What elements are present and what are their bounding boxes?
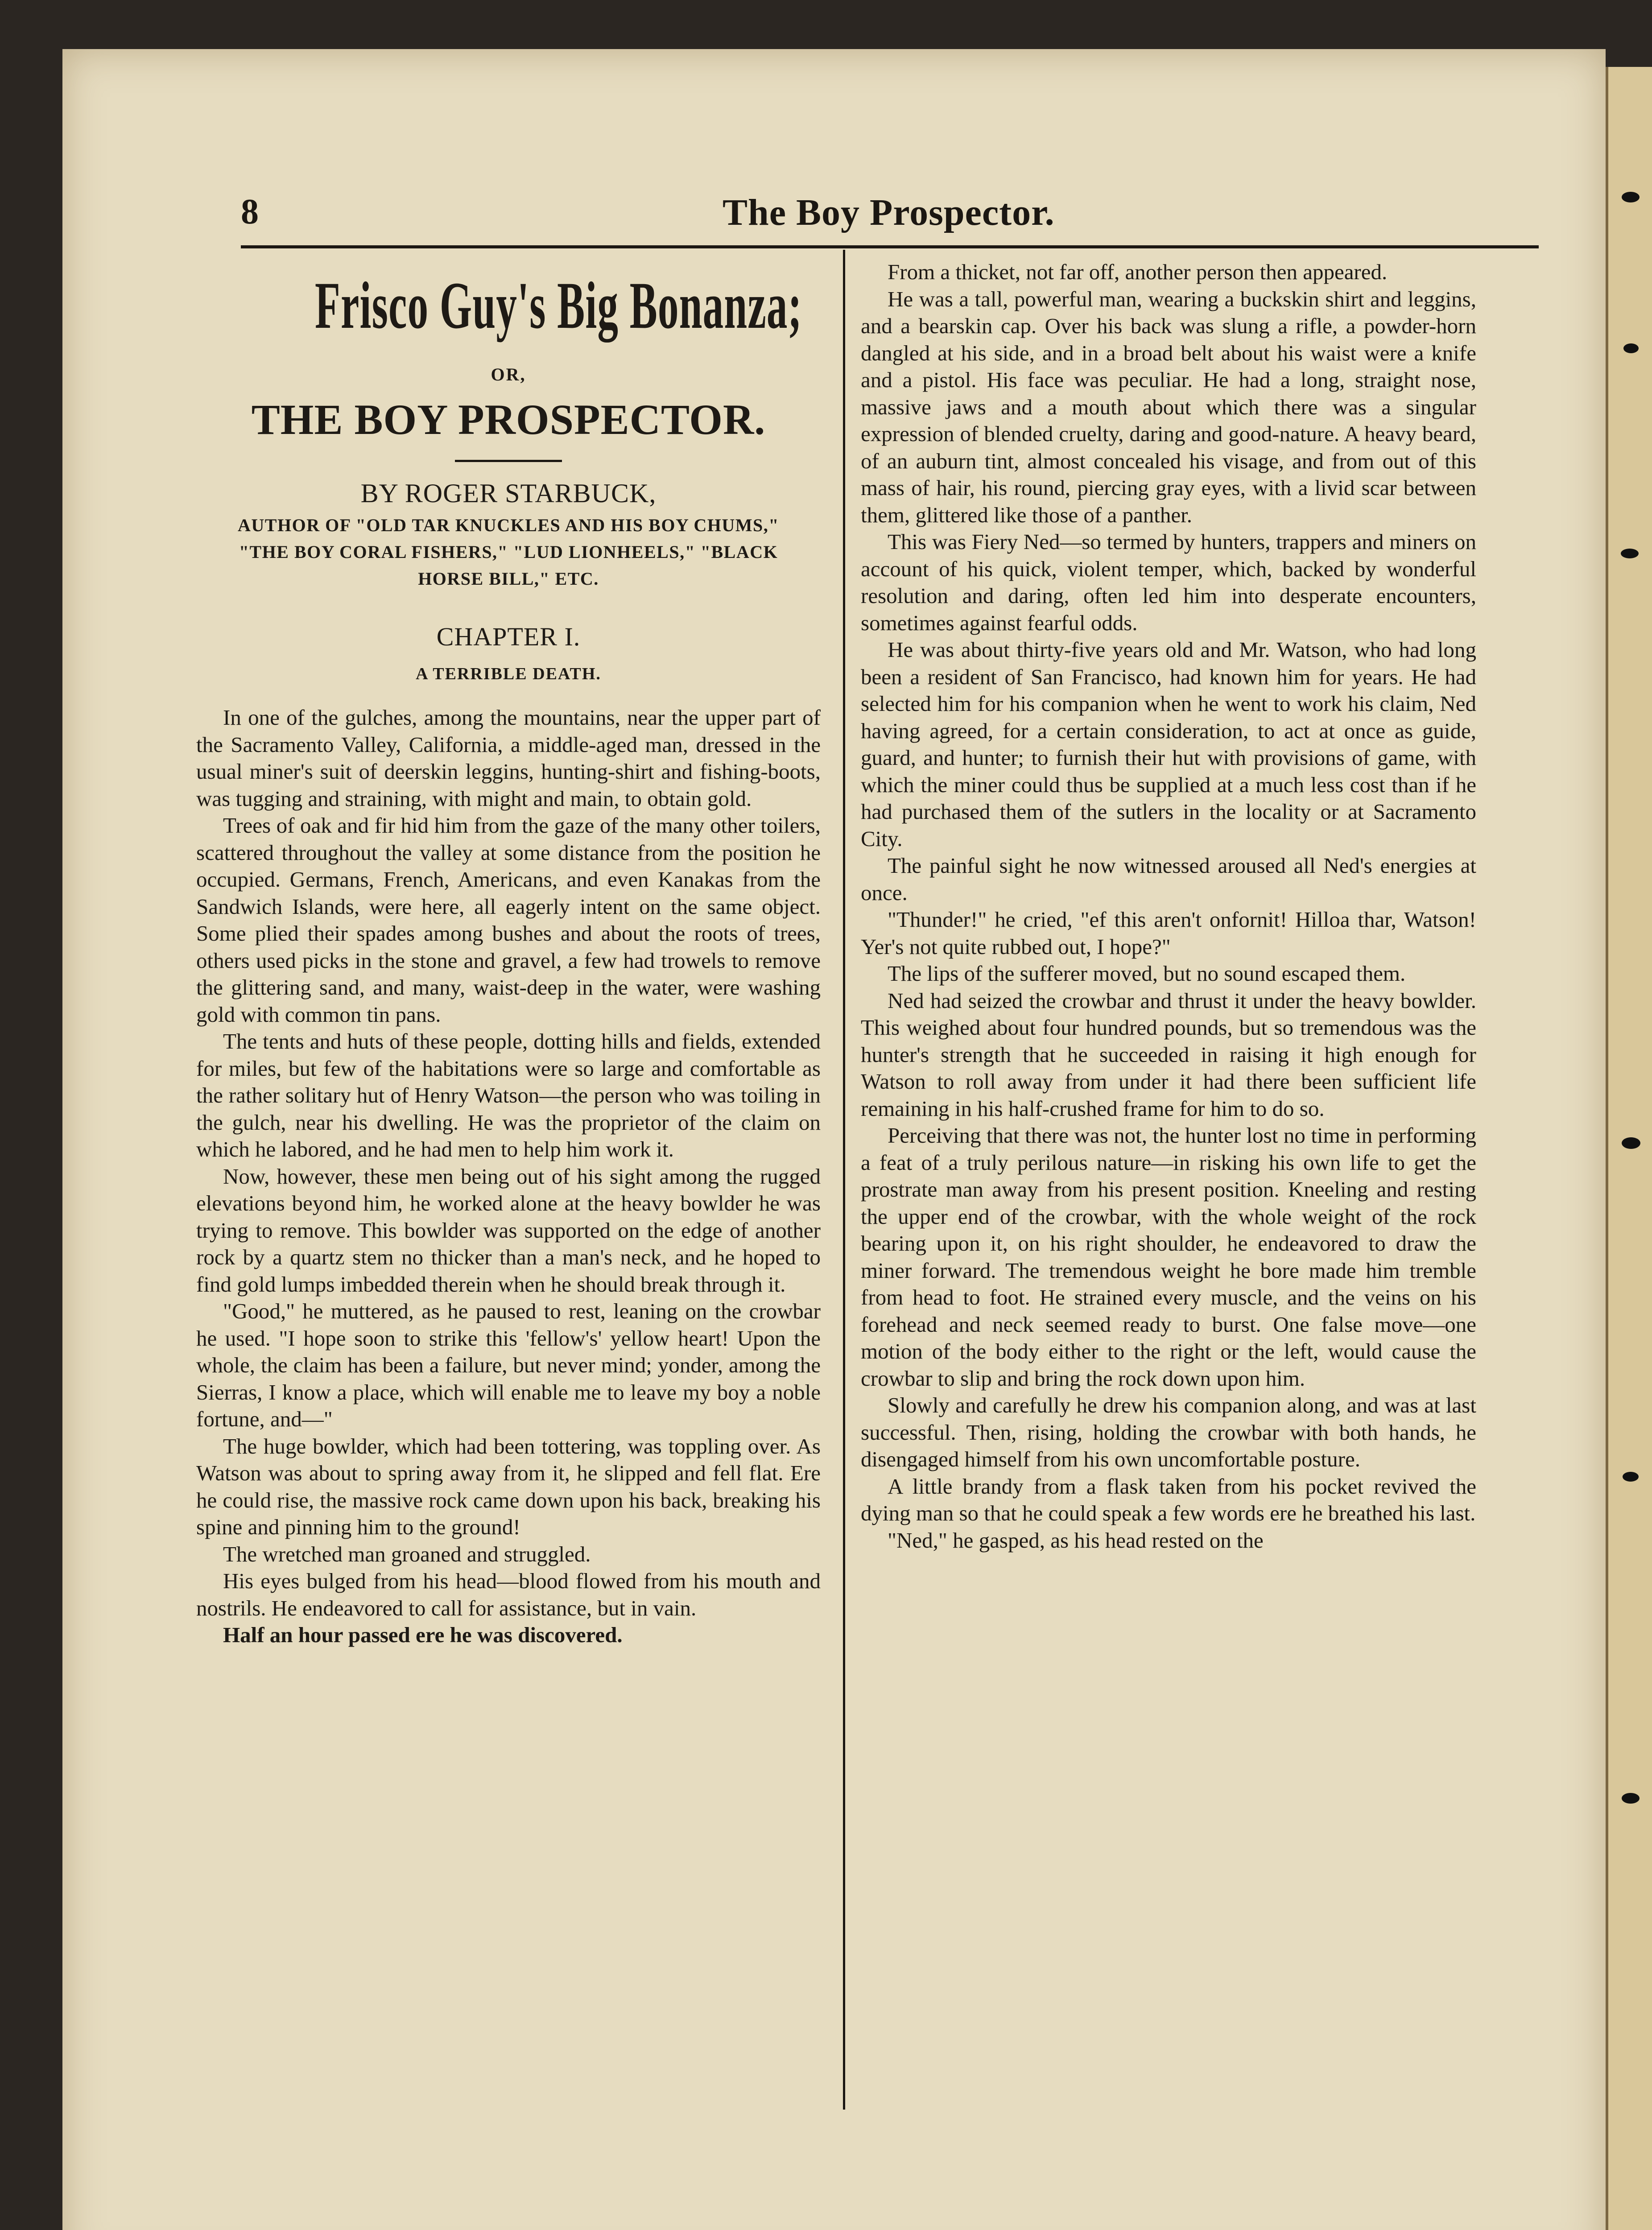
paragraph: Slowly and carefully he drew his companion along, and was at last successful. Then, rising, holding the crowbar with both hands, he disengaged himself from his own uncomfortable posture.	[861, 1393, 1476, 1471]
paragraph: "Thunder!" he cried, "ef this aren't onfornit! Hilloa thar, Watson! Yer's not quite rubbed out, I hope?"	[861, 907, 1476, 959]
paragraph: Trees of oak and fir hid him from the gaze of the many other toilers, scattered throughout the valley at some distance from the position he occupied. Germans, French, Americans, and even Kanakas from the Sandwich Islands, were here, all eagerly intent on the same object. Some plied their spades among bushes and about the roots of trees, others used picks in the stone and gravel, a few had trowels to remove the glittering sand, and many, waist-deep in the water, were washing gold with common tin pans.	[196, 813, 821, 1027]
binding-hole	[1622, 1793, 1640, 1804]
chapter-title: A TERRIBLE DEATH.	[416, 664, 601, 683]
story-subtitle: THE BOY PROSPECTOR.	[251, 395, 766, 443]
paragraph: From a thicket, not far off, another person then appeared.	[888, 260, 1388, 284]
page-number: 8	[241, 192, 259, 231]
binding-hole	[1622, 192, 1640, 202]
title-rule	[455, 460, 562, 462]
author-credits: AUTHOR OF "OLD TAR KNUCKLES AND HIS BOY CHUMS," "THE BOY CORAL FISHERS," "LUD LIONHEELS," "BLACK HORSE BILL," ETC.	[238, 515, 779, 589]
paragraph: The wretched man groaned and struggled.	[223, 1541, 591, 1566]
title-or: OR,	[491, 364, 526, 384]
paragraph: The painful sight he now witnessed aroused all Ned's energies at once.	[861, 853, 1476, 905]
binding-hole	[1622, 1137, 1640, 1149]
paragraph: He was a tall, powerful man, wearing a buckskin shirt and leggins, and a bearskin cap. Over his back was slung a rifle, a powder-horn dangled at his side, and in a broad belt about his waist were a knife and a pistol. His face was peculiar. He had a long, straight nose, massive jaws and a mouth about which there was a singular expression of blended cruelty, daring and good-nature. A heavy beard, of an auburn tint, almost concealed his visage, and from out of this mass of hair, his round, piercing gray eyes, with a livid scar between them, glittered like those of a panther.	[861, 286, 1476, 527]
paragraph: The huge bowlder, which had been tottering, was toppling over. As Watson was about to spring away from it, he slipped and fell flat. Ere he could rise, the massive rock came down upon his back, breaking his spine and pinning him to the ground!	[196, 1433, 821, 1539]
paragraph: The lips of the sufferer moved, but no sound escaped them.	[888, 961, 1406, 986]
paragraph: His eyes bulged from his head—blood flowed from his mouth and nostrils. He endeavored to call for assistance, but in vain.	[196, 1569, 821, 1620]
page-edge	[1606, 67, 1652, 2230]
binding-hole	[1621, 549, 1639, 558]
column-rule	[843, 250, 845, 2110]
binding-hole	[1623, 1472, 1639, 1482]
paragraph: "Ned," he gasped, as his head rested on the	[888, 1528, 1264, 1553]
chapter-heading: CHAPTER I.	[436, 622, 581, 651]
page-header	[241, 183, 1539, 248]
paragraph: This was Fiery Ned—so termed by hunters, trappers and miners on account of his quick, violent temper, which, backed by wonderful resolution and daring, often led him into desperate encounters, sometimes against fearful odds.	[861, 529, 1476, 635]
paragraph: Half an hour passed ere he was discovered.	[223, 1623, 623, 1647]
paragraph: A little brandy from a flask taken from his pocket revived the dying man so that he could speak a few words ere he breathed his last.	[861, 1474, 1476, 1525]
paragraph: Now, however, these men being out of his sight among the rugged elevations beyond him, he worked alone at the heavy bowlder he was trying to remove. This bowlder was supported on the edge of another rock by a quartz stem no thicker than a man's neck, and he hoped to find gold lumps imbedded therein when he should break through it.	[196, 1164, 821, 1297]
story-title: Frisco Guy's Big Bonanza;	[315, 268, 802, 343]
paragraph: In one of the gulches, among the mountains, near the upper part of the Sacramento Valley, California, a middle-aged man, dressed in the usual miner's suit of deerskin leggins, hunting-shirt and fishing-boots, was tugging and straining, with might and main, to obtain gold.	[196, 705, 821, 811]
right-column	[861, 259, 1476, 1554]
paragraph: Perceiving that there was not, the hunter lost no time in performing a feat of a truly perilous nature—in risking his own life to get the prostrate man away from his present position. Kneeling and resting the upper end of the crowbar, with the whole weight of the rock bearing upon it, on his right shoulder, he endeavored to draw the miner forward. The tremendous weight he bore made him tremble from head to foot. He strained every muscle, and the veins on his forehead and neck seemed ready to burst. One false move—one motion of the body either to the right or the left, would cause the crowbar to slip and bring the rock down upon him.	[861, 1123, 1476, 1391]
paragraph: Ned had seized the crowbar and thrust it under the heavy bowlder. This weighed about four hundred pounds, but so tremendous was the hunter's strength that he succeeded in raising it high enough for Watson to roll away from under it had there been sufficient life remaining in his half-crushed frame for him to do so.	[861, 988, 1476, 1121]
paragraph: "Good," he muttered, as he paused to rest, leaning on the crowbar he used. "I hope soon to strike this 'fellow's' yellow heart! Upon the whole, the claim has been a failure, but never mind; yonder, among the Sierras, I know a place, which will enable me to leave my boy a noble fortune, and—"	[196, 1299, 821, 1431]
byline: BY ROGER STARBUCK,	[360, 478, 657, 508]
paragraph: He was about thirty-five years old and Mr. Watson, who had long been a resident of San Francisco, had known him for years. He had selected him for his companion when he went to work his claim, Ned having agreed, for a certain consideration, to act at once as guide, guard, and hunter; to furnish their hut with provisions of game, with which the miner could thus be supplied at a much less cost than if he had purchased them of the sutlers in the locality or at Sacramento City.	[861, 637, 1476, 851]
binding-hole	[1623, 343, 1639, 353]
running-head: The Boy Prospector.	[723, 192, 1055, 233]
left-column	[196, 254, 821, 1649]
paragraph: The tents and huts of these people, dotting hills and fields, extended for miles, but few of the habitations were so large and comfortable as the rather solitary hut of Henry Watson—the person who was toiling in the gulch, near his dwelling. He was the proprietor of the claim on which he labored, and he had men to help him work it.	[196, 1029, 821, 1161]
